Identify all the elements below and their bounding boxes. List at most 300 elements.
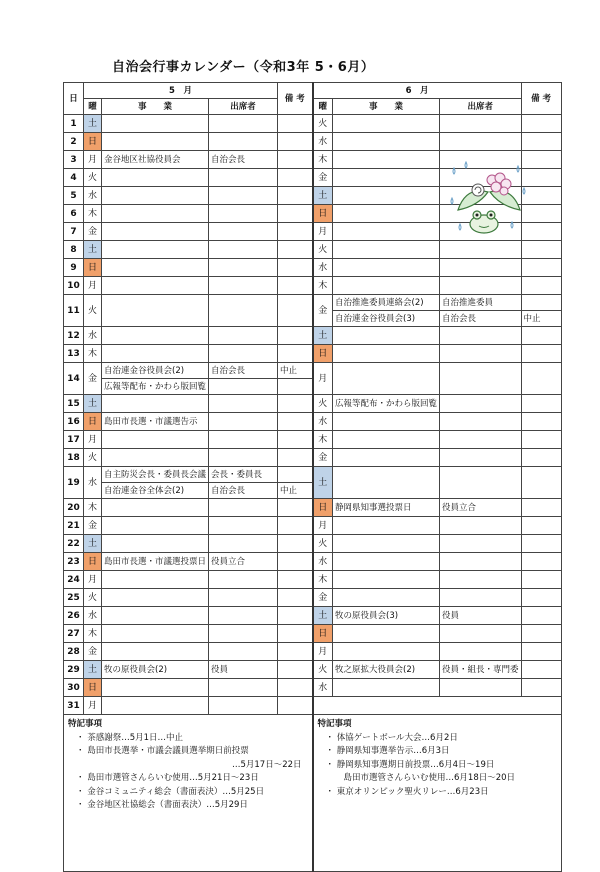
day-number: 1 [64,115,84,133]
may-weekday: 日 [84,553,102,571]
header-day: 日 [64,83,84,115]
may-weekday: 火 [84,589,102,607]
may-event: 広報等配布・かわら版回覧 [102,379,209,395]
june-attendee [440,679,522,697]
calendar-row [64,467,562,483]
header-event-june: 事 業 [333,99,440,115]
june-weekday: 水 [313,553,333,571]
may-attendee [209,589,278,607]
june-weekday: 水 [313,259,333,277]
calendar-row [64,643,562,661]
may-remarks [278,295,313,327]
day-number: 8 [64,241,84,259]
june-attendee [440,363,522,395]
june-remarks [521,327,561,345]
day-number: 6 [64,205,84,223]
calendar-row [64,499,562,517]
may-weekday: 木 [84,499,102,517]
may-event: 自主防災会長・委員長会議 [102,467,209,483]
may-attendee: 役員 [209,661,278,679]
may-weekday: 土 [84,241,102,259]
may-event [102,295,209,327]
calendar-row [64,449,562,467]
page-title: 自治会行事カレンダー（令和3年 5・6月） [112,60,375,75]
june-weekday: 火 [313,241,333,259]
calendar-row [64,395,562,413]
may-event [102,679,209,697]
day-number: 15 [64,395,84,413]
may-weekday: 土 [84,395,102,413]
june-event [333,413,440,431]
june-event [333,571,440,589]
june-attendee [440,431,522,449]
may-weekday: 金 [84,643,102,661]
calendar-row [64,431,562,449]
may-remarks [278,625,313,643]
header-event-may: 事 業 [102,99,209,115]
header-attendee-june: 出席者 [440,99,522,115]
may-event [102,431,209,449]
may-attendee [209,241,278,259]
may-remarks [278,449,313,467]
calendar-row [64,115,562,133]
day-number: 17 [64,431,84,449]
may-remarks [278,169,313,187]
may-attendee [209,115,278,133]
june-attendee [440,535,522,553]
may-attendee [209,679,278,697]
notes-heading-may: 特記事項 [68,719,103,729]
note-item: ・ 静岡県知事選期日前投票…6月4日～19日 [325,759,495,770]
june-event: 自治連金谷役員会(3) [333,311,440,327]
may-attendee [209,395,278,413]
day-number: 24 [64,571,84,589]
june-event [333,205,440,223]
june-attendee [440,345,522,363]
may-attendee [209,625,278,643]
calendar-row [64,535,562,553]
day-number: 30 [64,679,84,697]
note-item: ・ 茶感謝祭…5月1日…中止 [76,732,184,743]
june-weekday: 水 [313,413,333,431]
june-remarks [521,679,561,697]
calendar-row [64,277,562,295]
header-may: 5 月 [84,83,278,99]
may-remarks [278,395,313,413]
june-remarks [521,413,561,431]
note-item: ・ 体協ゲートボール大会…6月2日 [325,732,458,743]
may-weekday: 金 [84,517,102,535]
may-event [102,625,209,643]
calendar-row [64,679,562,697]
may-event [102,643,209,661]
june-attendee [440,259,522,277]
june-remarks [521,661,561,679]
may-event: 自治連金谷役員会(2) [102,363,209,379]
may-attendee [209,223,278,241]
may-remarks [278,679,313,697]
june-empty-cell [313,697,562,715]
may-remarks [278,517,313,535]
june-remarks [521,133,561,151]
note-item: ・ 金谷地区社協総会（書面表決）…5月29日 [76,800,248,810]
june-remarks [521,295,561,311]
june-remarks [521,115,561,133]
may-event [102,223,209,241]
june-attendee [440,589,522,607]
day-number: 31 [64,697,84,715]
header-remarks-june: 備 考 [521,83,561,115]
may-weekday: 月 [84,151,102,169]
june-remarks [521,431,561,449]
june-weekday: 金 [313,449,333,467]
may-remarks [278,499,313,517]
may-attendee [209,431,278,449]
june-event [333,679,440,697]
note-item: 島田市選管さんらいむ使用…6月18日～20日 [343,773,516,783]
june-attendee [440,413,522,431]
may-attendee [209,133,278,151]
may-remarks [278,413,313,431]
may-weekday: 日 [84,133,102,151]
day-number: 20 [64,499,84,517]
may-event [102,535,209,553]
may-remarks [278,187,313,205]
june-event [333,643,440,661]
frog-snail-hydrangea-icon [448,158,530,240]
header-attendee-may: 出席者 [209,99,278,115]
june-event [333,187,440,205]
may-event: 牧の原役員会(2) [102,661,209,679]
june-remarks [521,241,561,259]
june-weekday: 金 [313,169,333,187]
june-attendee [440,395,522,413]
may-remarks [278,115,313,133]
june-event [333,327,440,345]
june-attendee [440,327,522,345]
may-event [102,517,209,535]
june-event [333,467,440,499]
may-weekday: 土 [84,661,102,679]
may-remarks [278,327,313,345]
june-weekday: 土 [313,607,333,625]
calendar-row [64,241,562,259]
may-event [102,449,209,467]
may-weekday: 金 [84,363,102,395]
header-weekday-june: 曜 [313,99,333,115]
june-attendee [440,133,522,151]
calendar-row [64,625,562,643]
may-remarks [278,697,313,715]
june-event [333,345,440,363]
note-item: ・ 島田市選管さんらいむ使用…5月21日～23日 [76,773,259,783]
may-weekday: 日 [84,679,102,697]
june-event [333,133,440,151]
may-event [102,241,209,259]
may-attendee [209,327,278,345]
may-event: 金谷地区社協役員会 [102,151,209,169]
may-event [102,115,209,133]
june-event: 広報等配布・かわら版回覧 [333,395,440,413]
may-attendee [209,499,278,517]
may-remarks [278,571,313,589]
may-attendee [209,259,278,277]
may-remarks [278,277,313,295]
june-remarks: 中止 [521,311,561,327]
may-weekday: 水 [84,327,102,345]
may-weekday: 水 [84,187,102,205]
june-weekday: 土 [313,327,333,345]
june-event [333,517,440,535]
may-remarks [278,151,313,169]
may-remarks [278,223,313,241]
note-item: …5月17日～22日 [231,759,302,770]
june-event [333,589,440,607]
day-number: 28 [64,643,84,661]
may-event: 島田市長選・市議選投票日 [102,553,209,571]
may-remarks [278,431,313,449]
june-event [333,535,440,553]
may-weekday: 月 [84,277,102,295]
june-weekday: 火 [313,115,333,133]
june-remarks [521,571,561,589]
june-event [333,169,440,187]
may-weekday: 木 [84,345,102,363]
may-event [102,589,209,607]
may-attendee [209,413,278,431]
calendar-row [64,697,562,715]
may-attendee [209,607,278,625]
note-item: ・ 東京オリンピック聖火リレー…6月23日 [325,786,489,797]
june-weekday: 火 [313,535,333,553]
june-weekday: 木 [313,277,333,295]
may-attendee [209,187,278,205]
june-weekday: 月 [313,363,333,395]
may-attendee [209,295,278,327]
june-remarks [521,589,561,607]
june-attendee: 役員 [440,607,522,625]
may-weekday: 土 [84,115,102,133]
calendar-row [64,589,562,607]
may-weekday: 月 [84,431,102,449]
may-attendee [209,169,278,187]
day-number: 27 [64,625,84,643]
june-event [333,151,440,169]
may-remarks [278,607,313,625]
june-weekday: 日 [313,625,333,643]
june-event [333,431,440,449]
may-remarks [278,241,313,259]
day-number: 2 [64,133,84,151]
june-remarks [521,553,561,571]
june-event [333,449,440,467]
calendar-row [64,553,562,571]
june-weekday: 土 [313,467,333,499]
may-event [102,133,209,151]
day-number: 16 [64,413,84,431]
may-event [102,205,209,223]
june-event: 自治推進委員連絡会(2) [333,295,440,311]
may-event [102,499,209,517]
june-event [333,259,440,277]
may-attendee [209,571,278,589]
june-weekday: 日 [313,499,333,517]
may-attendee [209,517,278,535]
may-event [102,277,209,295]
day-number: 13 [64,345,84,363]
calendar-row [64,517,562,535]
june-attendee [440,643,522,661]
note-item: ・ 金谷コミュニティ総会（書面表決）…5月25日 [76,786,265,797]
day-number: 9 [64,259,84,277]
june-event: 牧の原役員会(3) [333,607,440,625]
calendar-row [64,345,562,363]
may-attendee: 自治会長 [209,151,278,169]
may-weekday: 木 [84,625,102,643]
day-number: 22 [64,535,84,553]
june-weekday: 月 [313,643,333,661]
may-event [102,697,209,715]
may-weekday: 木 [84,205,102,223]
june-event: 静岡県知事選投票日 [333,499,440,517]
calendar-row [64,571,562,589]
june-event [333,241,440,259]
may-remarks [278,345,313,363]
june-remarks [521,363,561,395]
may-weekday: 水 [84,607,102,625]
may-weekday: 火 [84,295,102,327]
may-remarks [278,379,313,395]
header-weekday-may: 曜 [84,99,102,115]
notes-heading-june: 特記事項 [317,719,352,729]
calendar-row [64,295,562,311]
day-number: 26 [64,607,84,625]
may-remarks [278,589,313,607]
may-event [102,169,209,187]
may-attendee [209,643,278,661]
june-attendee: 自治会長 [440,311,522,327]
day-number: 18 [64,449,84,467]
june-remarks [521,499,561,517]
june-attendee [440,241,522,259]
june-weekday: 日 [313,345,333,363]
may-event [102,327,209,345]
june-event [333,363,440,395]
may-attendee: 自治会長 [209,483,278,499]
calendar-row [64,259,562,277]
day-number: 4 [64,169,84,187]
calendar-row [64,661,562,679]
may-attendee [209,277,278,295]
may-attendee [209,449,278,467]
notes-may [64,715,313,872]
may-attendee: 会長・委員長 [209,467,278,483]
june-remarks [521,395,561,413]
june-weekday: 月 [313,517,333,535]
may-remarks [278,553,313,571]
june-attendee: 役員立合 [440,499,522,517]
may-event [102,259,209,277]
june-remarks [521,607,561,625]
may-event [102,345,209,363]
may-remarks [278,259,313,277]
may-event [102,395,209,413]
june-weekday: 土 [313,187,333,205]
june-remarks [521,535,561,553]
day-number: 10 [64,277,84,295]
june-event: 牧之原拡大役員会(2) [333,661,440,679]
june-weekday: 木 [313,571,333,589]
may-remarks [278,133,313,151]
june-attendee [440,449,522,467]
june-weekday: 火 [313,661,333,679]
may-remarks [278,535,313,553]
day-number: 29 [64,661,84,679]
day-number: 21 [64,517,84,535]
day-number: 19 [64,467,84,499]
may-attendee: 自治会長 [209,363,278,379]
may-remarks [278,467,313,483]
may-event [102,571,209,589]
june-event [333,625,440,643]
day-number: 11 [64,295,84,327]
may-remarks: 中止 [278,363,313,379]
day-number: 5 [64,187,84,205]
calendar-row [64,363,562,379]
june-remarks [521,345,561,363]
day-number: 7 [64,223,84,241]
june-attendee [440,625,522,643]
june-weekday: 水 [313,133,333,151]
june-weekday: 木 [313,151,333,169]
calendar-row [64,327,562,345]
june-attendee [440,553,522,571]
may-weekday: 月 [84,571,102,589]
june-event [333,553,440,571]
header-remarks-may: 備 考 [278,83,313,115]
june-attendee [440,571,522,589]
note-item: ・ 島田市長選挙・市議会議員選挙期日前投票 [76,746,249,756]
header-june: 6 月 [313,83,522,99]
calendar-row [64,413,562,431]
may-remarks [278,205,313,223]
day-number: 23 [64,553,84,571]
may-weekday: 日 [84,259,102,277]
may-event [102,607,209,625]
june-weekday: 月 [313,223,333,241]
may-weekday: 火 [84,169,102,187]
may-attendee [209,205,278,223]
june-remarks [521,277,561,295]
may-event [102,187,209,205]
june-attendee [440,467,522,499]
note-item: ・ 静岡県知事選挙告示…6月3日 [325,746,450,756]
may-attendee [209,697,278,715]
june-remarks [521,259,561,277]
june-remarks [521,449,561,467]
june-weekday: 火 [313,395,333,413]
may-event: 自治連金谷全体会(2) [102,483,209,499]
may-weekday: 日 [84,413,102,431]
day-number: 25 [64,589,84,607]
june-remarks [521,517,561,535]
may-attendee [209,379,278,395]
calendar-row [64,607,562,625]
june-event [333,277,440,295]
june-attendee [440,517,522,535]
june-remarks [521,625,561,643]
may-remarks [278,643,313,661]
